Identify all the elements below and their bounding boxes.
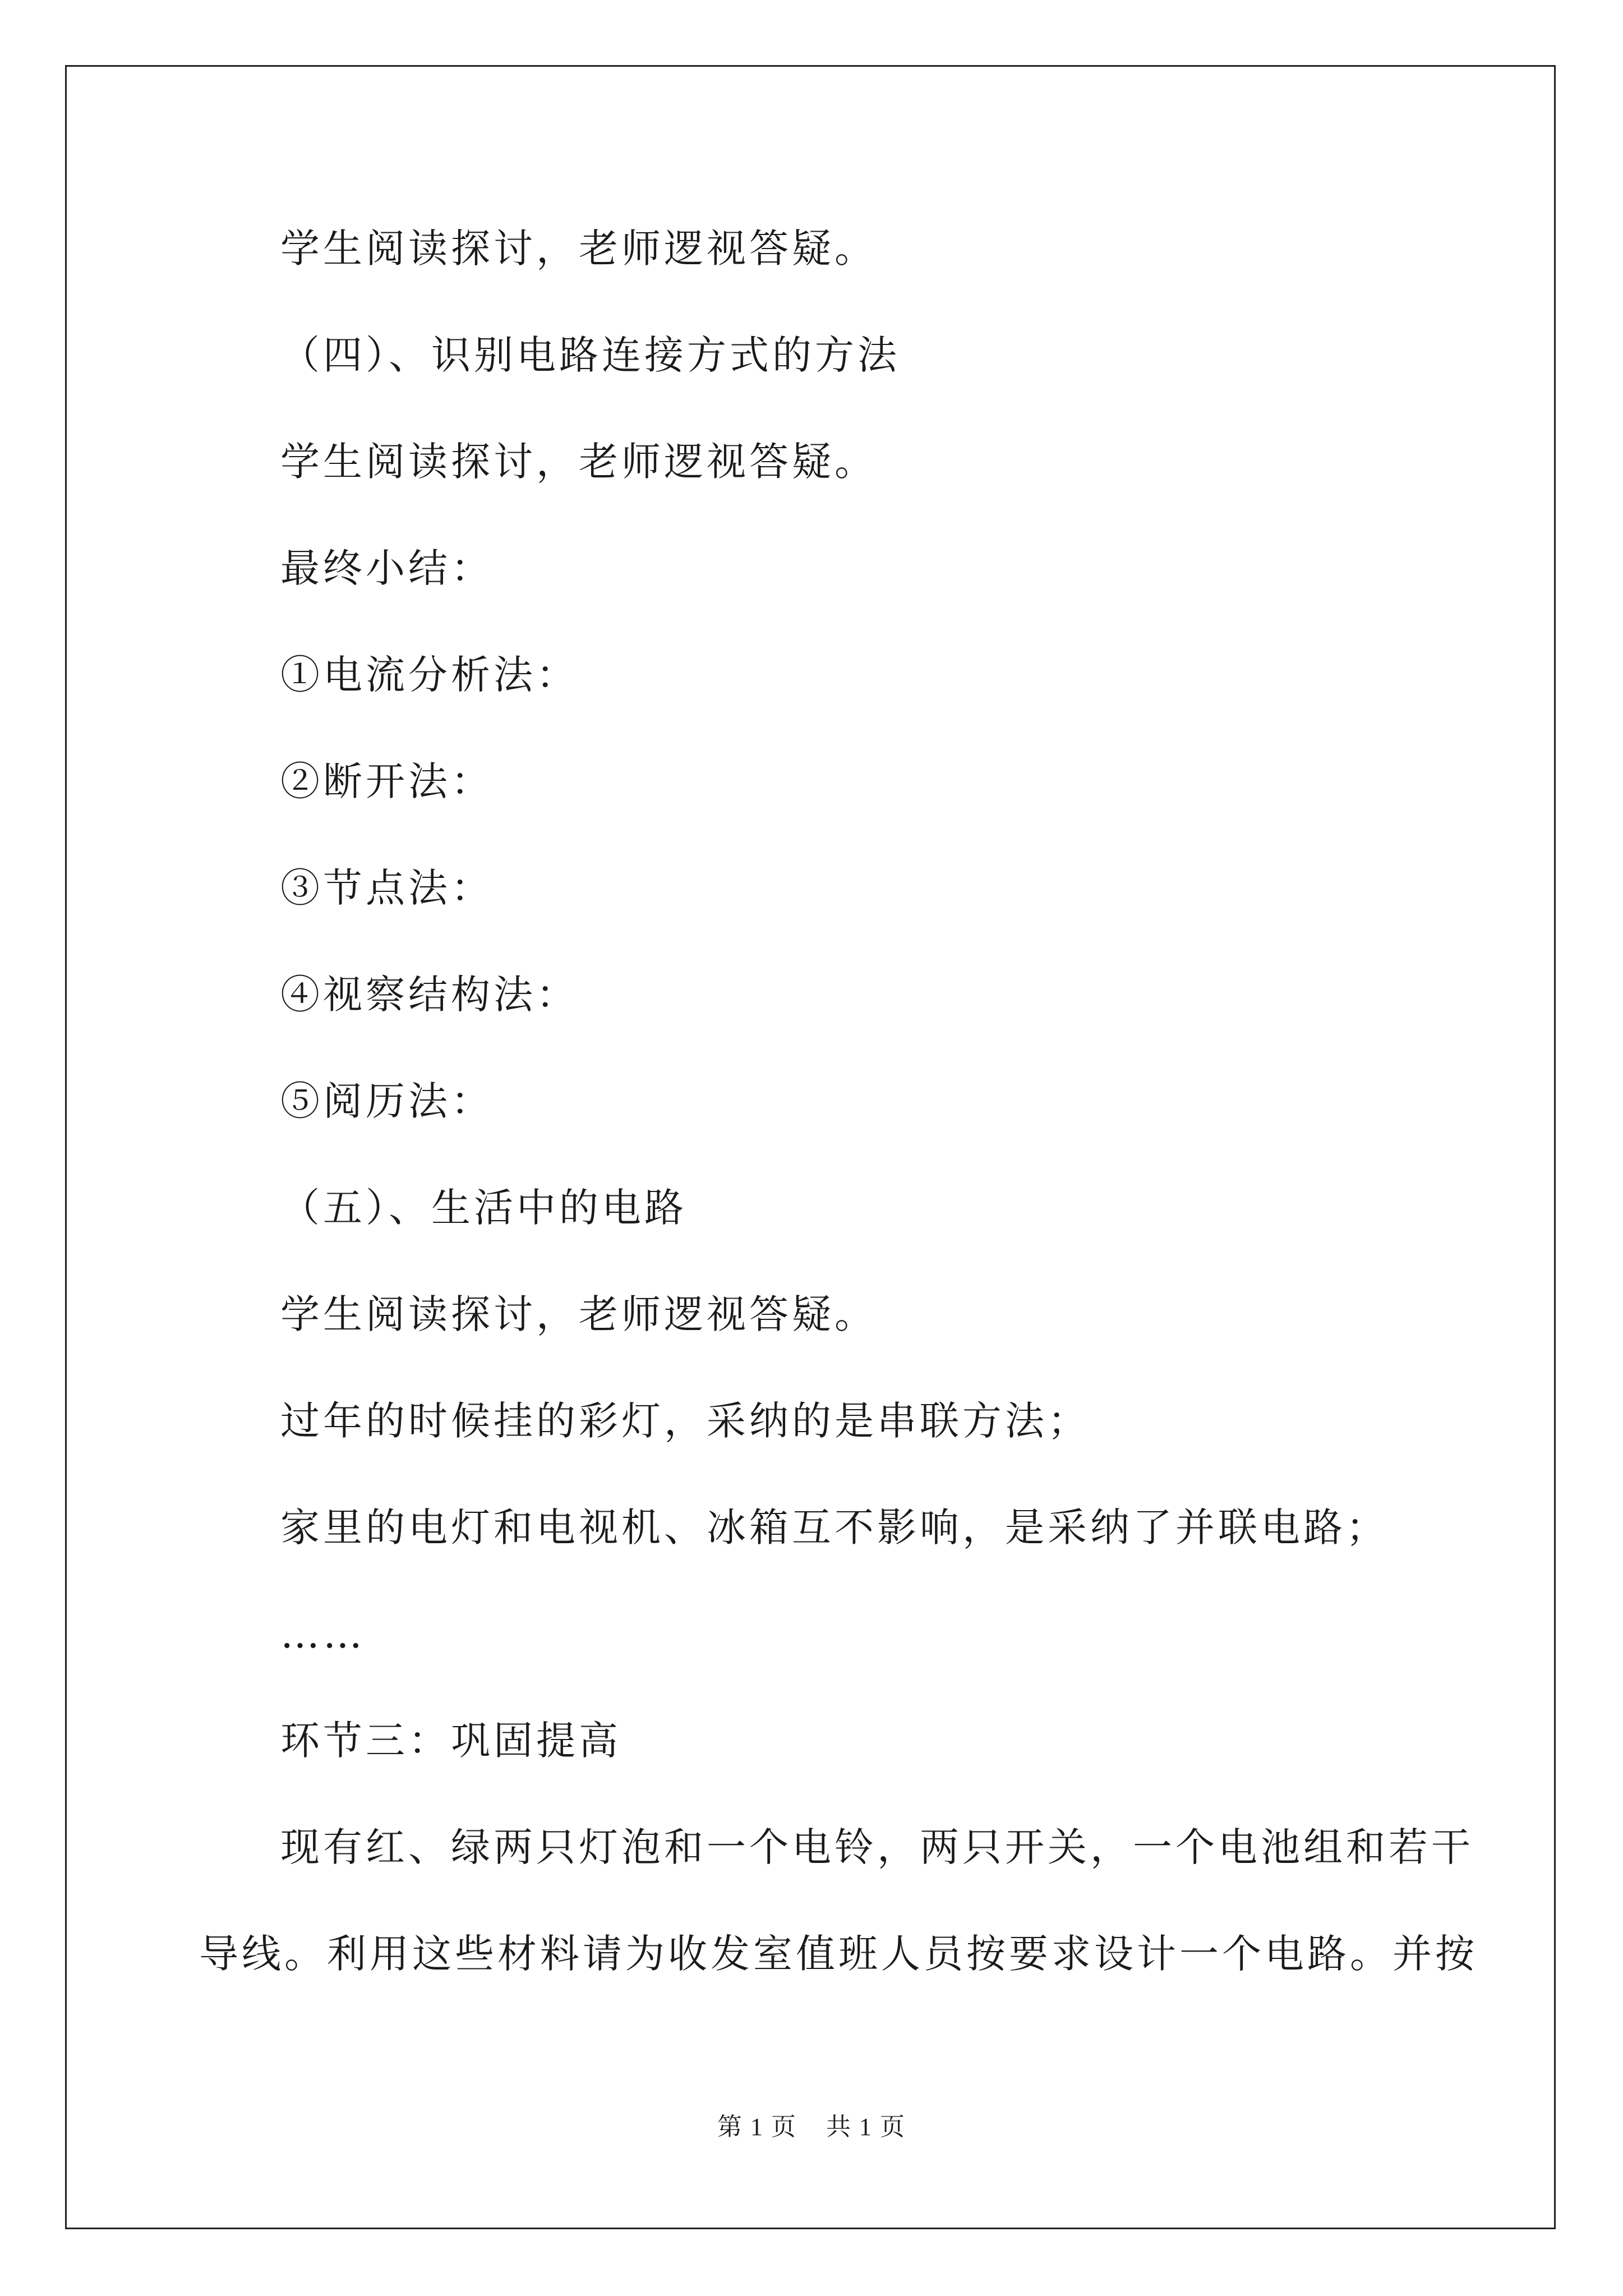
paragraph-line-16: 现有红、绿两只灯泡和一个电铃，两只开关，一个电池组和若干 [280,1824,1474,1870]
section-heading-5: （五）、生活中的电路 [280,1185,687,1231]
method-item-4: ④视察结构法： [280,972,579,1018]
page-number: 第 1 页 [717,2113,797,2141]
paragraph-line-12: 过年的时候挂的彩灯，采纳的是串联方法； [280,1398,1090,1444]
method-item-2: ②断开法： [280,758,494,804]
page-total: 共 1 页 [826,2113,906,2141]
section-heading-3: 环节三：巩固提高 [280,1718,621,1764]
paragraph-line-1: 学生阅读探讨，老师逻视答疑。 [280,226,877,272]
summary-heading: 最终小结： [280,545,494,591]
page-border [65,65,1556,2229]
paragraph-line-11: 学生阅读探讨，老师逻视答疑。 [280,1291,877,1337]
paragraph-line-13: 家里的电灯和电视机、冰箱互不影响，是采纳了并联电路； [280,1504,1389,1550]
ellipsis-line: …… [280,1611,366,1657]
method-item-5: ⑤阅历法： [280,1078,494,1124]
paragraph-line-17: 导线。利用这些材料请为收发室值班人员按要求设计一个电路。并按 [199,1931,1478,1977]
paragraph-line-3: 学生阅读探讨，老师逻视答疑。 [280,439,877,485]
method-item-3: ③节点法： [280,865,494,911]
method-item-1: ①电流分析法： [280,652,579,698]
page-footer [0,2110,1623,2144]
section-heading-4: （四）、识别电路连接方式的方法 [280,332,900,378]
